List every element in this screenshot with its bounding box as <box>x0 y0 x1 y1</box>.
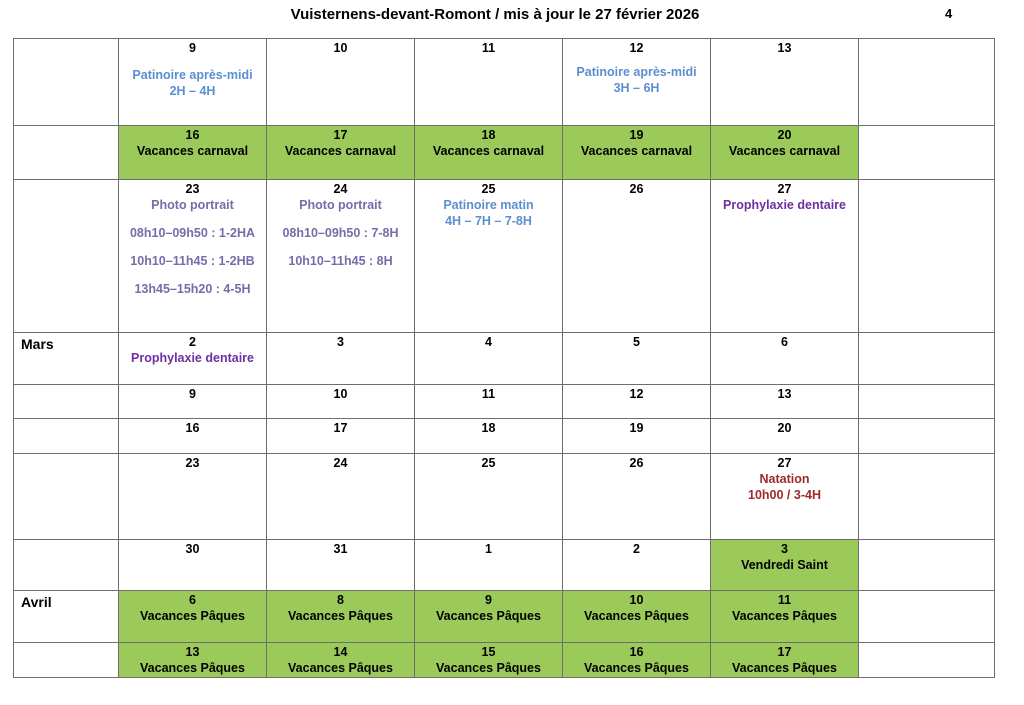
day-number: 18 <box>481 128 496 142</box>
day-number: 9 <box>189 41 196 55</box>
event-vendredi-saint: Vendredi Saint <box>741 558 828 572</box>
day-number: 11 <box>777 593 792 607</box>
day-number: 23 <box>185 182 200 196</box>
day-number: 4 <box>485 335 492 349</box>
event-patinoire: Patinoire après-midi <box>576 65 697 79</box>
day-number: 6 <box>189 593 196 607</box>
day-cell <box>711 385 859 419</box>
table-row <box>14 385 995 419</box>
month-label-avril: Avril <box>14 591 119 643</box>
table-row <box>14 39 995 126</box>
month-cell <box>14 385 119 419</box>
day-cell-holiday <box>563 126 711 180</box>
day-cell <box>563 180 711 333</box>
empty-cell <box>859 643 995 678</box>
day-number: 24 <box>333 182 348 196</box>
day-cell <box>711 39 859 126</box>
day-number: 14 <box>333 645 348 659</box>
day-number: 31 <box>333 542 348 556</box>
day-cell <box>711 333 859 385</box>
day-number: 12 <box>629 41 644 55</box>
event-patinoire: Patinoire matin <box>443 198 534 212</box>
day-cell <box>119 333 267 385</box>
day-cell-holiday <box>119 591 267 643</box>
day-cell <box>563 333 711 385</box>
day-number: 13 <box>777 41 792 55</box>
day-cell <box>415 540 563 591</box>
day-cell-holiday <box>711 126 859 180</box>
day-number: 23 <box>185 456 200 470</box>
day-cell <box>563 385 711 419</box>
table-row <box>14 454 995 540</box>
table-row <box>14 591 995 643</box>
day-number: 11 <box>481 41 496 55</box>
day-number: 2 <box>633 542 640 556</box>
event-time: 08h10–09h50 : 1-2HA <box>129 226 256 240</box>
month-cell <box>14 643 119 678</box>
event-time: 08h10–09h50 : 7-8H <box>282 226 399 240</box>
day-cell-holiday <box>267 643 415 678</box>
day-cell <box>415 333 563 385</box>
month-cell <box>14 540 119 591</box>
empty-cell <box>859 180 995 333</box>
day-cell-holiday <box>267 126 415 180</box>
day-number: 19 <box>629 128 644 142</box>
day-number: 11 <box>481 387 496 401</box>
day-cell <box>119 419 267 454</box>
day-number: 19 <box>629 421 644 435</box>
event-prophylaxie: Prophylaxie dentaire <box>723 198 846 212</box>
event-vacances: Vacances Pâques <box>140 609 245 623</box>
day-number: 10 <box>333 387 348 401</box>
day-cell <box>711 180 859 333</box>
event-time: 4H – 7H – 7-8H <box>445 214 532 228</box>
event-time: 10h10–11h45 : 8H <box>288 254 393 268</box>
month-cell <box>14 180 119 333</box>
event-vacances: Vacances Pâques <box>288 661 393 675</box>
event-vacances: Vacances carnaval <box>728 144 841 158</box>
day-cell <box>415 419 563 454</box>
day-cell-holiday <box>563 643 711 678</box>
day-cell <box>267 385 415 419</box>
table-row <box>14 333 995 385</box>
empty-cell <box>859 39 995 126</box>
event-time: 10h00 / 3-4H <box>748 488 821 502</box>
event-vacances: Vacances Pâques <box>436 609 541 623</box>
day-number: 27 <box>777 456 792 470</box>
empty-cell <box>859 385 995 419</box>
day-number: 10 <box>629 593 644 607</box>
day-cell-holiday <box>119 643 267 678</box>
day-cell-holiday <box>119 126 267 180</box>
calendar-table <box>13 38 995 678</box>
empty-cell <box>859 454 995 540</box>
day-number: 20 <box>777 128 792 142</box>
day-cell <box>267 180 415 333</box>
day-cell <box>415 180 563 333</box>
empty-cell <box>859 126 995 180</box>
table-row <box>14 180 995 333</box>
day-number: 30 <box>185 542 200 556</box>
day-number: 25 <box>481 456 496 470</box>
empty-cell <box>859 591 995 643</box>
event-prophylaxie: Prophylaxie dentaire <box>131 351 254 365</box>
day-cell-holiday <box>711 643 859 678</box>
day-number: 17 <box>777 645 792 659</box>
day-cell-holiday <box>711 540 859 591</box>
event-photo-portrait: Photo portrait <box>299 198 382 212</box>
day-cell <box>711 454 859 540</box>
event-natation: Natation <box>759 472 810 486</box>
event-vacances: Vacances carnaval <box>284 144 397 158</box>
table-row <box>14 643 995 678</box>
day-number: 9 <box>189 387 196 401</box>
day-cell-holiday <box>415 643 563 678</box>
day-number: 13 <box>777 387 792 401</box>
day-cell <box>415 39 563 126</box>
event-vacances: Vacances Pâques <box>732 661 837 675</box>
event-time: 13h45–15h20 : 4-5H <box>134 282 251 296</box>
day-number: 16 <box>629 645 644 659</box>
month-label-mars: Mars <box>14 333 119 385</box>
day-number: 16 <box>185 421 200 435</box>
day-number: 2 <box>189 335 196 349</box>
event-vacances: Vacances Pâques <box>436 661 541 675</box>
day-cell <box>415 454 563 540</box>
event-vacances: Vacances carnaval <box>432 144 545 158</box>
day-number: 12 <box>629 387 644 401</box>
month-cell <box>14 126 119 180</box>
page-number: 4 <box>945 6 953 21</box>
day-cell <box>119 385 267 419</box>
table-row <box>14 540 995 591</box>
day-cell-holiday <box>415 126 563 180</box>
day-cell <box>563 39 711 126</box>
day-cell-holiday <box>415 591 563 643</box>
day-number: 24 <box>333 456 348 470</box>
day-cell <box>267 454 415 540</box>
day-cell <box>563 454 711 540</box>
day-number: 15 <box>481 645 496 659</box>
day-number: 9 <box>485 593 492 607</box>
day-number: 26 <box>629 182 644 196</box>
day-number: 3 <box>781 542 788 556</box>
event-vacances: Vacances Pâques <box>288 609 393 623</box>
day-cell <box>415 385 563 419</box>
day-cell <box>563 540 711 591</box>
day-cell <box>267 333 415 385</box>
event-vacances: Vacances Pâques <box>584 661 689 675</box>
empty-cell <box>859 333 995 385</box>
event-time: 10h10–11h45 : 1-2HB <box>130 254 255 268</box>
day-cell <box>563 419 711 454</box>
month-cell <box>14 454 119 540</box>
day-number: 17 <box>333 128 348 142</box>
day-cell-holiday <box>267 591 415 643</box>
event-vacances: Vacances carnaval <box>136 144 249 158</box>
event-photo-portrait: Photo portrait <box>151 198 234 212</box>
day-number: 25 <box>481 182 496 196</box>
event-vacances: Vacances Pâques <box>140 661 245 675</box>
empty-cell <box>859 419 995 454</box>
day-number: 17 <box>333 421 348 435</box>
day-cell <box>119 540 267 591</box>
day-cell <box>119 39 267 126</box>
day-number: 20 <box>777 421 792 435</box>
day-cell <box>119 180 267 333</box>
day-cell <box>267 39 415 126</box>
day-cell <box>711 419 859 454</box>
day-cell-holiday <box>711 591 859 643</box>
event-time: 3H – 6H <box>613 81 660 95</box>
event-vacances: Vacances Pâques <box>584 609 689 623</box>
day-number: 6 <box>781 335 788 349</box>
event-vacances: Vacances Pâques <box>732 609 837 623</box>
day-cell <box>267 540 415 591</box>
event-patinoire: Patinoire après-midi <box>132 68 253 82</box>
table-row <box>14 126 995 180</box>
day-cell <box>267 419 415 454</box>
event-time: 2H – 4H <box>169 84 216 98</box>
month-cell <box>14 419 119 454</box>
day-cell-holiday <box>563 591 711 643</box>
day-number: 18 <box>481 421 496 435</box>
event-vacances: Vacances carnaval <box>580 144 693 158</box>
day-number: 13 <box>185 645 200 659</box>
day-number: 26 <box>629 456 644 470</box>
day-number: 3 <box>337 335 344 349</box>
day-number: 8 <box>337 593 344 607</box>
day-number: 5 <box>633 335 640 349</box>
empty-cell <box>859 540 995 591</box>
day-number: 10 <box>333 41 348 55</box>
page-title: Vuisternens-devant-Romont / mis à jour le 27 février 2026 <box>290 6 700 23</box>
day-number: 1 <box>485 542 492 556</box>
month-cell <box>14 39 119 126</box>
day-number: 27 <box>777 182 792 196</box>
day-cell <box>119 454 267 540</box>
table-row <box>14 419 995 454</box>
day-number: 16 <box>185 128 200 142</box>
